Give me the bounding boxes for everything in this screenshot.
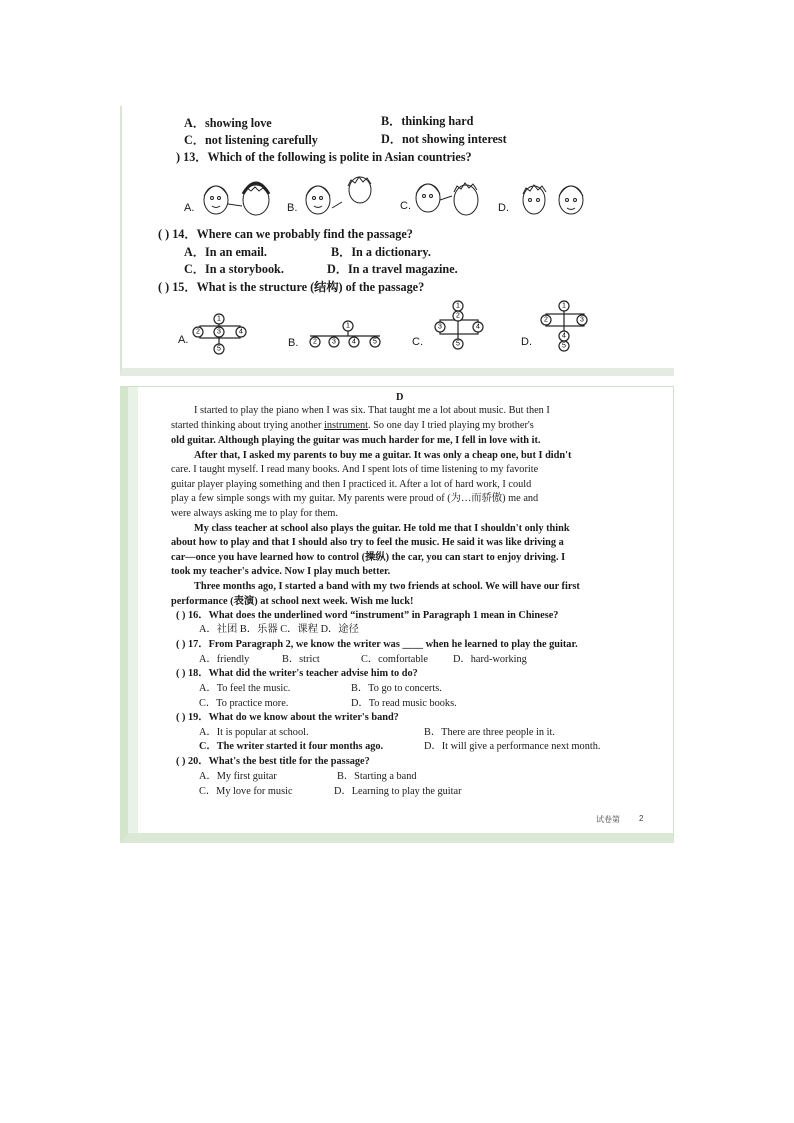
- svg-text:3: 3: [332, 338, 336, 346]
- q15-label-d: D.: [521, 336, 532, 348]
- q18-option-a: A．To feel the music.: [199, 683, 291, 694]
- q15-diagram-d: [538, 300, 592, 352]
- q17-option-a: A．friendly: [199, 654, 250, 665]
- q19-option-d: D．It will give a performance next month.: [424, 741, 601, 752]
- q15-label-a: A.: [178, 334, 189, 346]
- svg-text:5: 5: [562, 342, 566, 350]
- passage-heading: D: [396, 392, 404, 403]
- svg-text:5: 5: [456, 340, 460, 348]
- svg-text:5: 5: [373, 338, 377, 346]
- svg-text:2: 2: [196, 328, 200, 336]
- q13-picture-d: [520, 178, 590, 220]
- q14-option-c: C．In a storybook.: [184, 262, 284, 276]
- svg-text:4: 4: [562, 332, 566, 340]
- svg-text:4: 4: [476, 323, 480, 331]
- svg-text:1: 1: [562, 302, 566, 310]
- passage-line-1: I started to play the piano when I was six. That taught me a lot about music. But then I: [194, 405, 550, 416]
- q13-stem: ) 13．Which of the following is polite in Asian countries?: [176, 150, 472, 164]
- svg-text:2: 2: [456, 312, 460, 320]
- svg-text:2: 2: [544, 316, 548, 324]
- svg-text:3: 3: [217, 328, 221, 336]
- q20-option-a: A．My first guitar: [199, 771, 277, 782]
- q14-option-d: D．In a travel magazine.: [327, 262, 458, 276]
- q15-label-b: B.: [288, 337, 299, 349]
- q15-diagram-a: [192, 312, 250, 356]
- svg-text:3: 3: [438, 323, 442, 331]
- q13-label-d: D.: [498, 202, 509, 214]
- q13-label-b: B.: [287, 202, 298, 214]
- page-number: 2: [639, 814, 644, 823]
- passage-line-12: took my teacher's advice. Now I play much better.: [171, 566, 391, 577]
- q16-stem: ( ) 16．What does the underlined word “instrument” in Paragraph 1 mean in Chinese?: [176, 610, 559, 621]
- q15-diagram-b: [306, 318, 386, 350]
- q20-option-d: D．Learning to play the guitar: [334, 786, 462, 797]
- page-footer-label: 试卷第: [596, 815, 620, 824]
- q17-option-d: D．hard-working: [453, 654, 527, 665]
- passage-line-10: about how to play and that I should also try to feel the music. He said it was like driving a: [171, 537, 564, 548]
- passage-line-14: performance (表演) at school next week. Wish me luck!: [171, 596, 414, 607]
- q19-option-a: A．It is popular at school.: [199, 727, 309, 738]
- q13-picture-b: [300, 174, 380, 222]
- q16-options: A．社团 B．乐器 C．课程 D．途径: [199, 624, 359, 635]
- q17-option-c: C．comfortable: [361, 654, 428, 665]
- q18-option-d: D．To read music books.: [351, 698, 457, 709]
- q12-option-a: A．showing love: [184, 116, 272, 130]
- underlined-word-instrument: instrument: [324, 420, 369, 431]
- q15-diagram-c: [432, 300, 488, 350]
- q12-option-d: D．not showing interest: [381, 132, 507, 146]
- passage-line-7: play a few simple songs with my guitar. My parents were proud of (为…而骄傲) me and: [171, 493, 539, 504]
- q19-option-c: C．The writer started it four months ago.: [199, 741, 384, 752]
- svg-text:4: 4: [352, 338, 356, 346]
- svg-text:2: 2: [313, 338, 317, 346]
- q13-picture-a: [196, 178, 276, 222]
- passage-line-9: My class teacher at school also plays the guitar. He told me that I shouldn't only think: [194, 523, 570, 534]
- svg-text:1: 1: [346, 322, 350, 330]
- q20-option-b: B．Starting a band: [337, 771, 417, 782]
- svg-text:4: 4: [239, 328, 243, 336]
- q18-option-b: B．To go to concerts.: [351, 683, 442, 694]
- q19-stem: ( ) 19．What do we know about the writer's band?: [176, 712, 399, 723]
- q18-option-c: C．To practice more.: [199, 698, 289, 709]
- q20-stem: ( ) 20．What's the best title for the passage?: [176, 756, 370, 767]
- q12-option-b: B．thinking hard: [381, 114, 474, 128]
- q20-option-c: C．My love for music: [199, 786, 293, 797]
- passage-line-13: Three months ago, I started a band with my two friends at school. We will have our first: [194, 581, 580, 592]
- passage-line-3: old guitar. Although playing the guitar was much harder for me, I fell in love with it.: [171, 435, 541, 446]
- q17-option-b: B．strict: [282, 654, 320, 665]
- q14-option-a: A．In an email.: [184, 245, 267, 259]
- q17-stem: ( ) 17．From Paragraph 2, we know the writer was ____ when he learned to play the guitar.: [176, 639, 578, 650]
- q18-stem: ( ) 18．What did the writer's teacher advise him to do?: [176, 668, 418, 679]
- passage-line-8: were always asking me to play for them.: [171, 508, 338, 519]
- q14-stem: ( ) 14．Where can we probably find the passage?: [158, 227, 413, 241]
- passage-line-4: After that, I asked my parents to buy me a guitar. It was only a cheap one, but I didn't: [194, 450, 572, 461]
- q13-picture-c: [410, 176, 490, 222]
- q12-option-c: C．not listening carefully: [184, 133, 318, 147]
- q13-label-c: C.: [400, 200, 411, 212]
- q19-option-b: B．There are three people in it.: [424, 727, 555, 738]
- svg-text:5: 5: [217, 345, 221, 353]
- q15-label-c: C.: [412, 336, 423, 348]
- svg-text:1: 1: [217, 315, 221, 323]
- passage-line-6: guitar player playing something and then I practiced it. After a lot of hard work, I could: [171, 479, 532, 490]
- q13-label-a: A.: [184, 202, 195, 214]
- q15-stem: ( ) 15．What is the structure (结构) of the passage?: [158, 280, 425, 294]
- q14-option-b: B．In a dictionary.: [331, 245, 431, 259]
- passage-line-2: started thinking about trying another instrument. So one day I tried playing my brother's: [171, 420, 534, 431]
- svg-text:1: 1: [456, 302, 460, 310]
- svg-text:3: 3: [580, 316, 584, 324]
- passage-line-5: care. I taught myself. I read many books. And I spent lots of time listening to my favorite: [171, 464, 539, 475]
- passage-line-11: car—once you have learned how to control (操纵) the car, you can start to enjoy driving. I: [171, 552, 566, 563]
